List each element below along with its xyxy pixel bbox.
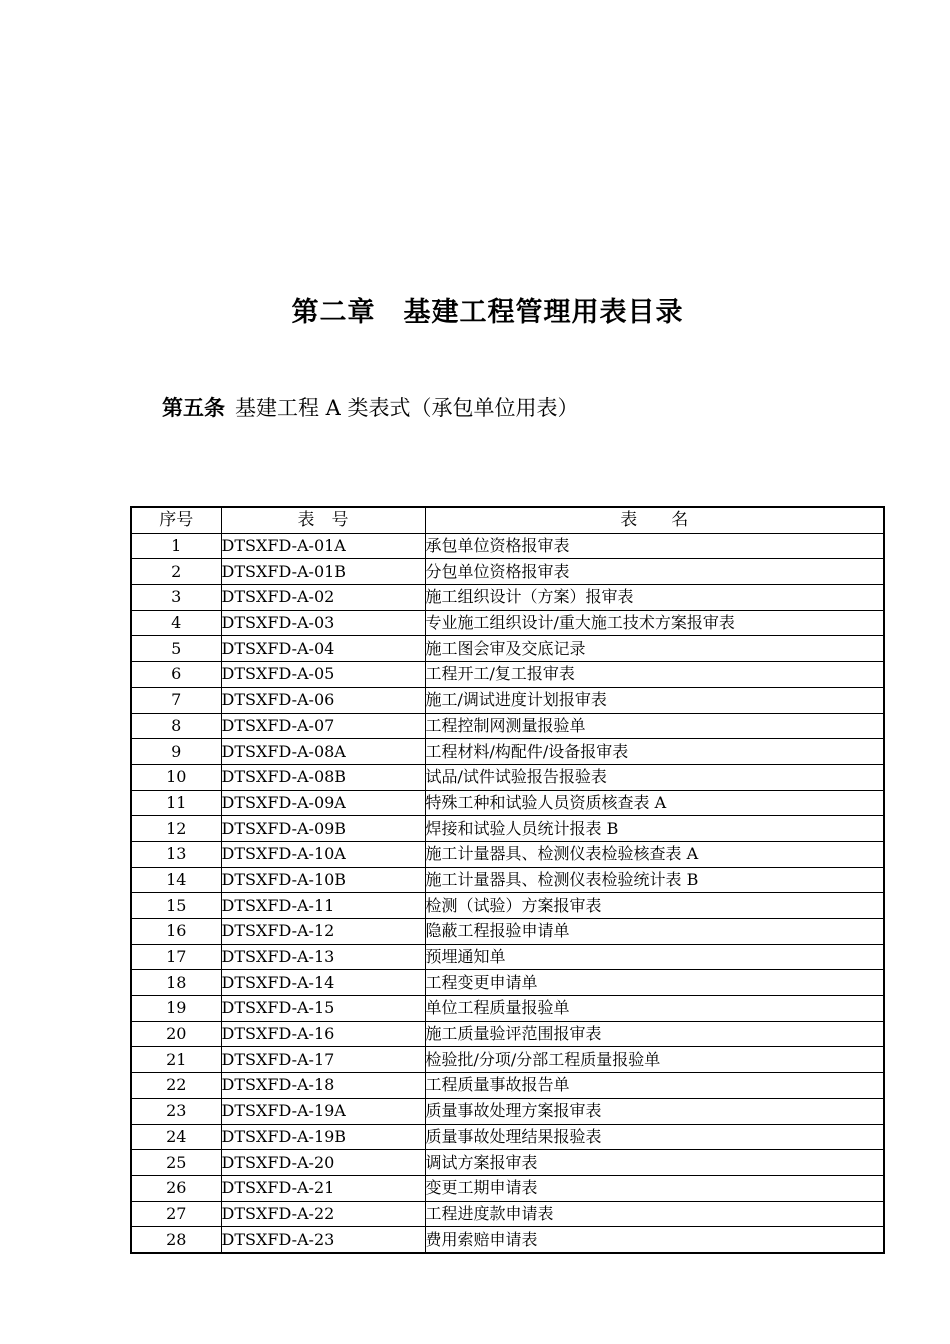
row-name: 单位工程质量报验单 — [425, 996, 884, 1022]
row-name: 调试方案报审表 — [425, 1150, 884, 1176]
row-seq: 3 — [131, 585, 221, 611]
row-seq: 9 — [131, 739, 221, 765]
chapter-title: 第二章 基建工程管理用表目录 — [291, 297, 684, 328]
row-seq: 18 — [131, 970, 221, 996]
table-row — [131, 1201, 884, 1227]
table-row — [131, 944, 884, 970]
row-name: 施工质量验评范围报审表 — [425, 1021, 884, 1047]
row-seq: 14 — [131, 867, 221, 893]
table-row — [131, 610, 884, 636]
row-code: DTSXFD-A-23 — [221, 1227, 425, 1253]
row-code: DTSXFD-A-22 — [221, 1201, 425, 1227]
row-code: DTSXFD-A-04 — [221, 636, 425, 662]
header-name: 表 名 — [425, 507, 884, 533]
row-name: 质量事故处理结果报验表 — [425, 1124, 884, 1150]
row-seq: 6 — [131, 662, 221, 688]
table-row — [131, 1124, 884, 1150]
row-seq: 22 — [131, 1073, 221, 1099]
row-seq: 19 — [131, 996, 221, 1022]
table-row — [131, 1073, 884, 1099]
row-seq: 17 — [131, 944, 221, 970]
table-header-row — [131, 507, 884, 533]
row-code: DTSXFD-A-08A — [221, 739, 425, 765]
row-seq: 15 — [131, 893, 221, 919]
table-row — [131, 662, 884, 688]
table-row — [131, 1021, 884, 1047]
table-row — [131, 713, 884, 739]
row-name: 施工计量器具、检测仪表检验核查表 A — [425, 841, 884, 867]
row-code: DTSXFD-A-03 — [221, 610, 425, 636]
row-seq: 13 — [131, 841, 221, 867]
row-name: 检验批/分项/分部工程质量报验单 — [425, 1047, 884, 1073]
row-name: 预埋通知单 — [425, 944, 884, 970]
table-row — [131, 739, 884, 765]
row-code: DTSXFD-A-06 — [221, 687, 425, 713]
row-code: DTSXFD-A-10B — [221, 867, 425, 893]
row-name: 施工/调试进度计划报审表 — [425, 687, 884, 713]
table-body — [131, 533, 884, 1253]
row-name: 质量事故处理方案报审表 — [425, 1098, 884, 1124]
table-row — [131, 816, 884, 842]
table-row — [131, 1227, 884, 1253]
row-seq: 16 — [131, 919, 221, 945]
row-name: 试品/试件试验报告报验表 — [425, 764, 884, 790]
row-name: 工程开工/复工报审表 — [425, 662, 884, 688]
section-text: 基建工程 A 类表式（承包单位用表） — [235, 396, 579, 420]
row-seq: 4 — [131, 610, 221, 636]
row-name: 工程变更申请单 — [425, 970, 884, 996]
row-code: DTSXFD-A-01B — [221, 559, 425, 585]
row-name: 工程进度款申请表 — [425, 1201, 884, 1227]
row-seq: 1 — [131, 533, 221, 559]
row-seq: 10 — [131, 764, 221, 790]
row-seq: 8 — [131, 713, 221, 739]
row-name: 费用索赔申请表 — [425, 1227, 884, 1253]
row-seq: 24 — [131, 1124, 221, 1150]
section-label: 第五条 — [162, 396, 225, 420]
row-name: 工程控制网测量报验单 — [425, 713, 884, 739]
table-row — [131, 790, 884, 816]
row-code: DTSXFD-A-10A — [221, 841, 425, 867]
row-code: DTSXFD-A-16 — [221, 1021, 425, 1047]
row-name: 变更工期申请表 — [425, 1175, 884, 1201]
row-code: DTSXFD-A-20 — [221, 1150, 425, 1176]
table-row — [131, 867, 884, 893]
row-name: 检测（试验）方案报审表 — [425, 893, 884, 919]
row-seq: 7 — [131, 687, 221, 713]
header-code: 表 号 — [221, 507, 425, 533]
row-seq: 21 — [131, 1047, 221, 1073]
row-code: DTSXFD-A-18 — [221, 1073, 425, 1099]
section-heading — [162, 392, 579, 422]
row-name: 承包单位资格报审表 — [425, 533, 884, 559]
row-name: 专业施工组织设计/重大施工技术方案报审表 — [425, 610, 884, 636]
table-row — [131, 919, 884, 945]
forms-table — [130, 506, 885, 1254]
table-row — [131, 533, 884, 559]
row-code: DTSXFD-A-19A — [221, 1098, 425, 1124]
table-row — [131, 893, 884, 919]
row-seq: 28 — [131, 1227, 221, 1253]
row-seq: 26 — [131, 1175, 221, 1201]
row-name: 隐蔽工程报验申请单 — [425, 919, 884, 945]
row-seq: 20 — [131, 1021, 221, 1047]
table-row — [131, 764, 884, 790]
row-name: 分包单位资格报审表 — [425, 559, 884, 585]
table-row — [131, 841, 884, 867]
table-row — [131, 996, 884, 1022]
table-row — [131, 585, 884, 611]
row-name: 施工计量器具、检测仪表检验统计表 B — [425, 867, 884, 893]
row-code: DTSXFD-A-02 — [221, 585, 425, 611]
table-row — [131, 1047, 884, 1073]
row-code: DTSXFD-A-09B — [221, 816, 425, 842]
row-name: 焊接和试验人员统计报表 B — [425, 816, 884, 842]
row-seq: 27 — [131, 1201, 221, 1227]
row-seq: 25 — [131, 1150, 221, 1176]
row-code: DTSXFD-A-21 — [221, 1175, 425, 1201]
table-row — [131, 1098, 884, 1124]
row-name: 工程材料/构配件/设备报审表 — [425, 739, 884, 765]
row-code: DTSXFD-A-05 — [221, 662, 425, 688]
table-row — [131, 970, 884, 996]
row-code: DTSXFD-A-01A — [221, 533, 425, 559]
row-name: 特殊工种和试验人员资质核查表 A — [425, 790, 884, 816]
table-row — [131, 559, 884, 585]
row-code: DTSXFD-A-19B — [221, 1124, 425, 1150]
row-code: DTSXFD-A-11 — [221, 893, 425, 919]
row-name: 工程质量事故报告单 — [425, 1073, 884, 1099]
row-seq: 12 — [131, 816, 221, 842]
header-seq: 序号 — [131, 507, 221, 533]
row-seq: 2 — [131, 559, 221, 585]
row-name: 施工组织设计（方案）报审表 — [425, 585, 884, 611]
row-seq: 11 — [131, 790, 221, 816]
row-code: DTSXFD-A-08B — [221, 764, 425, 790]
row-code: DTSXFD-A-09A — [221, 790, 425, 816]
row-code: DTSXFD-A-17 — [221, 1047, 425, 1073]
table-row — [131, 1150, 884, 1176]
row-code: DTSXFD-A-14 — [221, 970, 425, 996]
table-row — [131, 636, 884, 662]
table-row — [131, 687, 884, 713]
row-code: DTSXFD-A-07 — [221, 713, 425, 739]
row-seq: 23 — [131, 1098, 221, 1124]
row-code: DTSXFD-A-13 — [221, 944, 425, 970]
row-code: DTSXFD-A-12 — [221, 919, 425, 945]
row-seq: 5 — [131, 636, 221, 662]
row-name: 施工图会审及交底记录 — [425, 636, 884, 662]
row-code: DTSXFD-A-15 — [221, 996, 425, 1022]
table-row — [131, 1175, 884, 1201]
